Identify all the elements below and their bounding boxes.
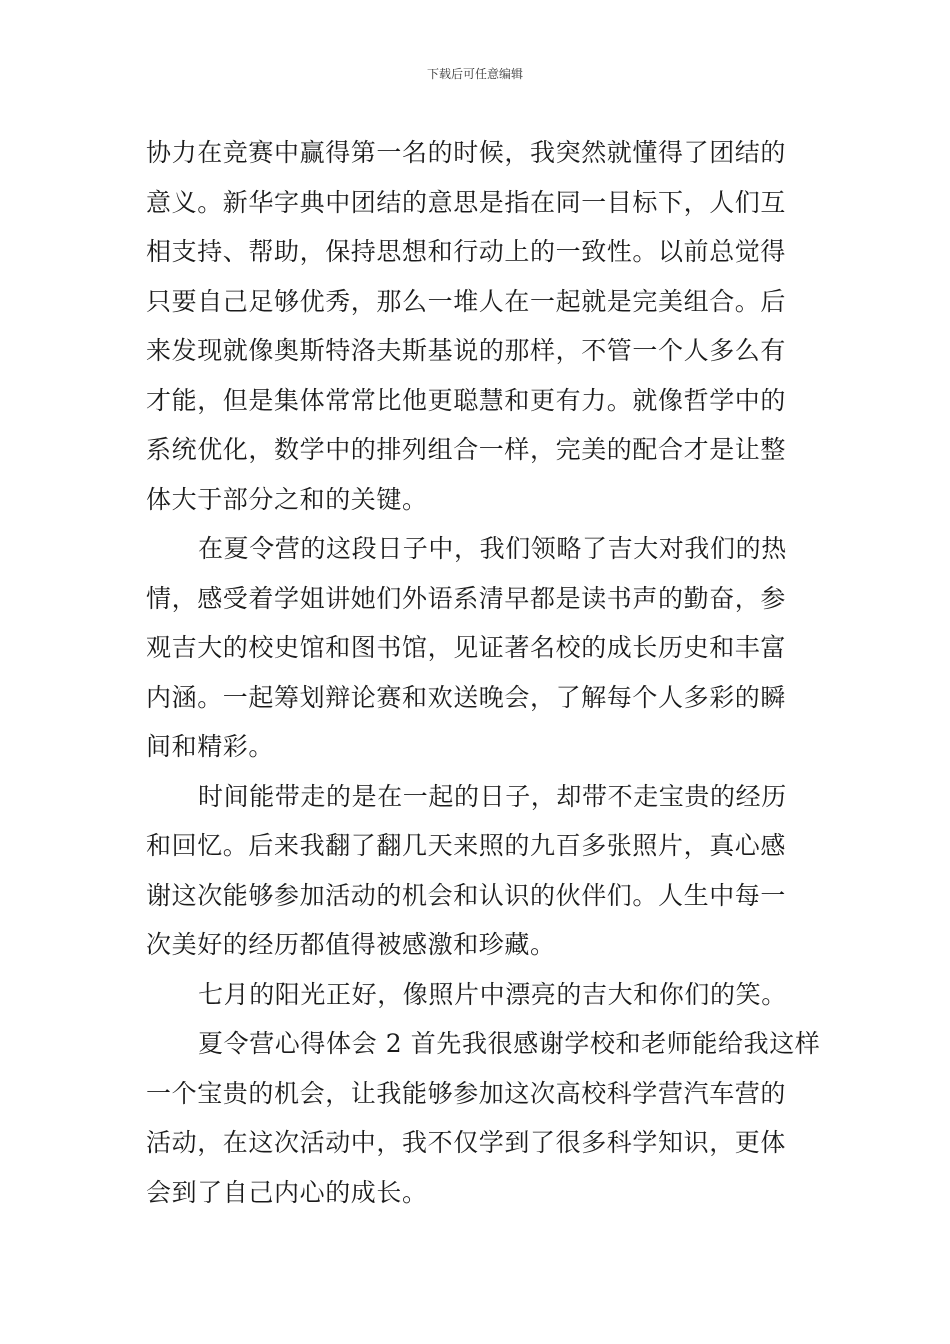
text-line: 来发现就像奥斯特洛夫斯基说的那样，不管一个人多么有 xyxy=(146,336,787,365)
text-line: 情，感受着学姐讲她们外语系清早都是读书声的勤奋，参 xyxy=(146,583,787,613)
header-note: 下载后可任意编辑 xyxy=(426,67,523,81)
paragraph-start-line: 七月的阳光正好，像照片中漂亮的吉大和你们的笑。 xyxy=(198,979,787,1009)
text-line: 活动，在这次活动中，我不仅学到了很多科学知识，更体 xyxy=(146,1128,787,1157)
text-line: 相支持、帮助，保持思想和行动上的一致性。以前总觉得 xyxy=(146,237,787,266)
text-line: 协力在竞赛中赢得第一名的时候，我突然就懂得了团结的 xyxy=(146,138,787,167)
text-line: 意义。新华字典中团结的意思是指在同一目标下，人们互 xyxy=(146,187,787,217)
paragraph-start-line: 在夏令营的这段日子中，我们领略了吉大对我们的热 xyxy=(198,534,787,563)
text-line: 只要自己足够优秀，那么一堆人在一起就是完美组合。后 xyxy=(146,286,787,316)
document-body xyxy=(146,128,821,1217)
text-line: 系统优化，数学中的排列组合一样，完美的配合才是让整 xyxy=(146,435,787,464)
text-line: 间和精彩。 xyxy=(146,732,275,761)
text-line: 体大于部分之和的关键。 xyxy=(146,484,428,514)
text-line: 会到了自己内心的成长。 xyxy=(146,1177,428,1207)
paragraph-start-line: 夏令营心得体会 2 首先我很感谢学校和老师能给我这样 xyxy=(198,1029,821,1058)
text-line: 次美好的经历都值得被感激和珍藏。 xyxy=(146,930,556,959)
text-line: 观吉大的校史馆和图书馆，见证著名校的成长历史和丰富 xyxy=(146,633,787,662)
text-line: 一个宝贵的机会，让我能够参加这次高校科学营汽车营的 xyxy=(146,1078,787,1108)
text-line: 谢这次能够参加活动的机会和认识的伙伴们。人生中每一 xyxy=(146,880,787,910)
text-line: 才能，但是集体常常比他更聪慧和更有力。就像哲学中的 xyxy=(146,385,787,415)
text-line: 和回忆。后来我翻了翻几天来照的九百多张照片，真心感 xyxy=(146,831,787,860)
paragraph-start-line: 时间能带走的是在一起的日子，却带不走宝贵的经历 xyxy=(198,781,787,811)
text-line: 内涵。一起筹划辩论赛和欢送晚会，了解每个人多彩的瞬 xyxy=(146,682,787,712)
